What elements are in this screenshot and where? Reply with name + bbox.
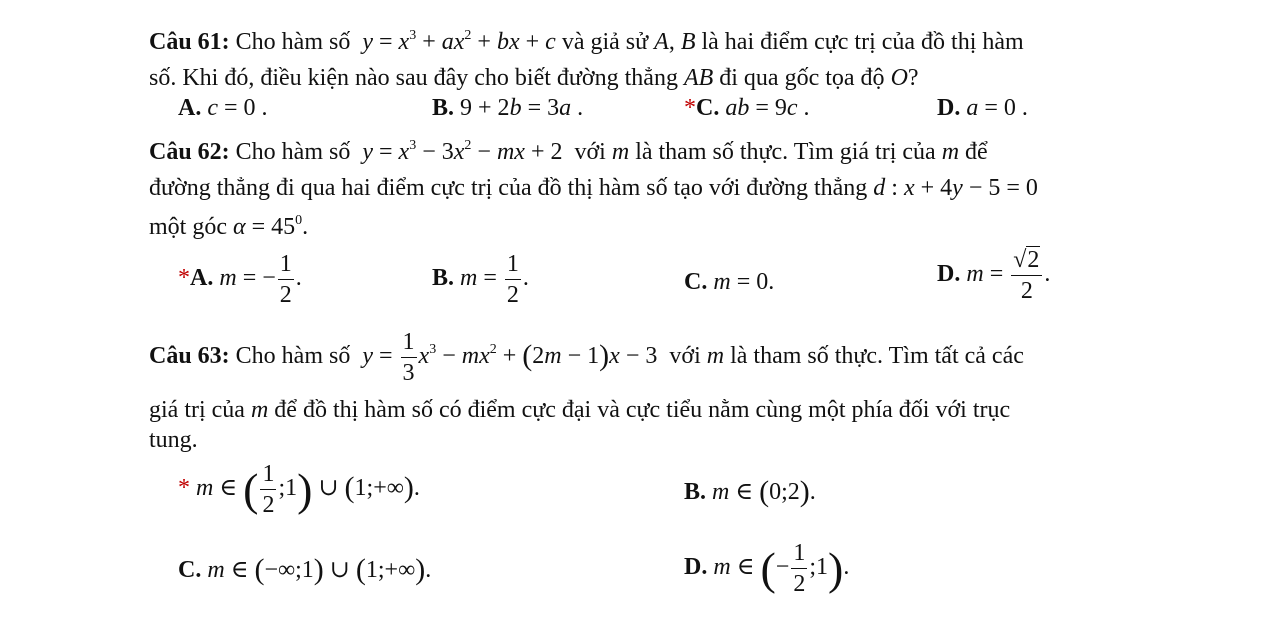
q62-equation: $y = x^3 - 3x^2$ − mx + 2 bbox=[362, 138, 563, 165]
answer-mark: * bbox=[684, 95, 696, 121]
q63-option-b[interactable]: B. m ∈ (0;2). bbox=[684, 475, 816, 508]
q61-line2: số. Khi đó, điều kiện nào sau đây cho biết đường thẳng AB đi qua gốc tọa độ O? bbox=[149, 65, 919, 91]
q61-option-c[interactable]: *C. ab = 9c . bbox=[684, 95, 810, 121]
q61-line1 bbox=[149, 30, 1024, 54]
q63-equation: y = $\frac{1}{3}$ $x^3 - mx^2 + (2m - 1)x - 3$ bbox=[362, 329, 658, 386]
q63-line2: giá trị của m để đồ thị hàm số có điểm cực đại và cực tiểu nằm cùng một phía đối với trục bbox=[149, 397, 1011, 423]
q62-option-c[interactable]: C. m = 0. bbox=[684, 269, 775, 295]
fraction: $\frac{1}{2}$ bbox=[506, 251, 519, 308]
q62-line2: đường thẳng đi qua hai điểm cực trị của đồ thị hàm số tạo với đường thẳng d : x + 4y − 5 = 0 bbox=[149, 175, 1038, 201]
q61-option-b[interactable]: B. 9 + 2b = 3a . bbox=[432, 95, 584, 121]
q63-line1: Câu 63: Cho hàm số y = $\frac{1}{3}$ $x^3 - mx^2 + (2m - 1)x - 3$ với m là tham số thực. Tìm tất cả các bbox=[149, 329, 1024, 386]
q61-intro: Cho hàm số bbox=[235, 29, 351, 55]
q61-label: Câu 61: bbox=[149, 29, 230, 55]
q62-line1: Câu 62: Cho hàm số $y = x^3 - 3x^2$ − mx + 2 với m là tham số thực. Tìm giá trị của m để bbox=[149, 138, 988, 165]
fraction: $\frac{1}{2}$ bbox=[279, 251, 292, 308]
q63-option-d[interactable]: D. m ∈ (− $\frac{1}{2}$ ;1). bbox=[684, 540, 850, 597]
q61-option-d[interactable]: D. a = 0 . bbox=[937, 95, 1028, 121]
q63-line3: tung. bbox=[149, 427, 198, 453]
q63-option-c[interactable]: C. m ∈ (−∞;1) ∪ (1;+∞). bbox=[178, 553, 432, 586]
q62-option-a[interactable]: *A. m = − $\frac{1}{2}$ . bbox=[178, 251, 302, 308]
q62-label: Câu 62: bbox=[149, 139, 230, 165]
q61-tail: và giả sử A, B là hai điểm cực trị của đồ thị hàm bbox=[561, 29, 1024, 55]
fraction: $\frac{√2}{2}$ bbox=[1011, 248, 1042, 303]
q61-equation: $y = x^3 + ax^2$ + bx + c bbox=[362, 28, 556, 55]
q62-option-d[interactable]: D. m = $\frac{√2}{2}$ . bbox=[937, 247, 1051, 304]
q62-line3: một góc $\alpha = 45^0$. bbox=[149, 213, 309, 240]
q63-option-a[interactable]: * m ∈ ( $\frac{1}{2}$ ;1) ∪ (1;+∞). bbox=[178, 461, 420, 518]
q61-option-a[interactable]: A. c = 0 . bbox=[178, 95, 268, 121]
q62-option-b[interactable]: B. m = $\frac{1}{2}$ . bbox=[432, 251, 529, 308]
q63-label: Câu 63: bbox=[149, 343, 230, 370]
